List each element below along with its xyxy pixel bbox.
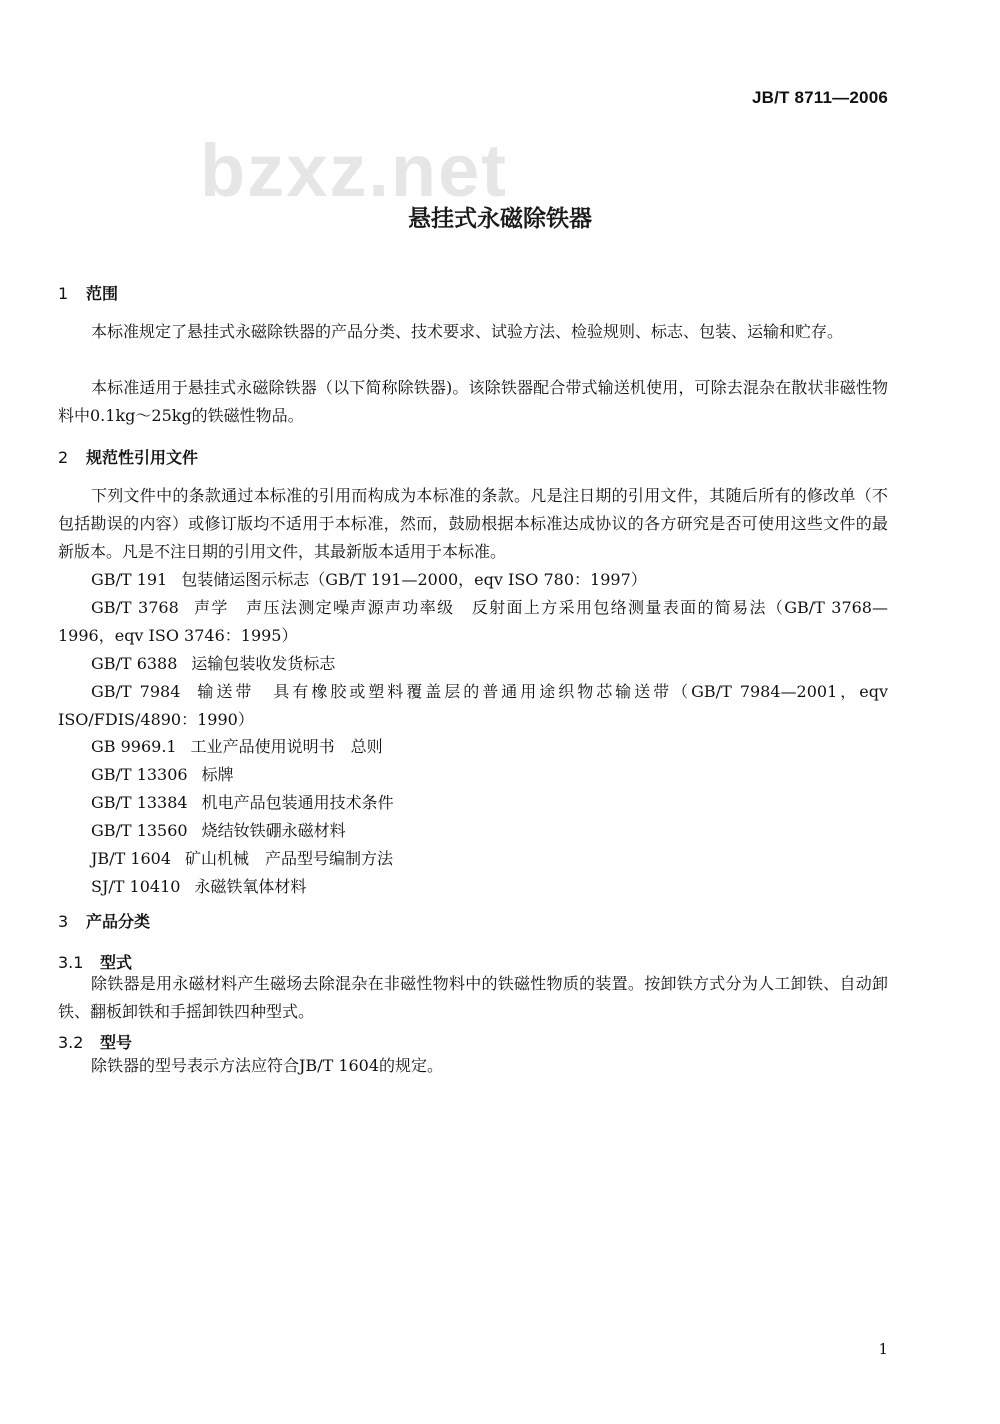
reference-code: GB/T 3768 xyxy=(91,598,179,617)
reference-code: JB/T 1604 xyxy=(91,849,172,868)
subsection-number: 3.1 xyxy=(58,953,84,972)
reference-item xyxy=(58,566,888,594)
reference-title: 烧结钕铁硼永磁材料 xyxy=(201,821,346,840)
reference-code: GB/T 13306 xyxy=(91,765,188,784)
reference-item xyxy=(58,845,888,873)
section-number: 1 xyxy=(58,284,69,303)
reference-title: 标牌 xyxy=(201,765,234,784)
document-title: 悬挂式永磁除铁器 xyxy=(408,206,592,232)
reference-title: 输送带 具有橡胶或塑料覆盖层的普通用途织物芯输送带（GB/T 7984—2001，eqv ISO/FDIS/4890：1990） xyxy=(58,682,888,729)
reference-title: 声学 声压法测定噪声源声功率级 反射面上方采用包络测量表面的简易法（GB/T 3768—1996，eqv ISO 3746：1995） xyxy=(58,598,888,645)
reference-item xyxy=(58,817,888,845)
paragraph: 除铁器是用永磁材料产生磁场去除混杂在非磁性物料中的铁磁性物质的装置。按卸铁方式分为人工卸铁、自动卸铁、翻板卸铁和手摇卸铁四种型式。 xyxy=(58,974,888,1021)
reference-item xyxy=(58,678,888,734)
reference-code: GB/T 7984 xyxy=(91,682,181,701)
section-title: 产品分类 xyxy=(86,912,151,931)
section-1-heading xyxy=(58,281,118,304)
reference-code: GB/T 191 xyxy=(91,570,168,589)
section-number: 3 xyxy=(58,912,69,931)
reference-item xyxy=(58,594,888,650)
section-title: 规范性引用文件 xyxy=(86,448,199,467)
reference-item xyxy=(58,650,888,678)
subsection-title: 型式 xyxy=(100,953,133,972)
subsection-3-2-heading xyxy=(58,1030,132,1053)
reference-code: GB/T 13384 xyxy=(91,793,188,812)
page-number: 1 xyxy=(878,1340,888,1358)
reference-title: 永磁铁氧体材料 xyxy=(194,877,307,896)
paragraph: 下列文件中的条款通过本标准的引用而构成为本标准的条款。凡是注日期的引用文件，其随后所有的修改单（不包括勘误的内容）或修订版均不适用于本标准，然而，鼓励根据本标准达成协议的各方研究是否可使用这些文件的最新版本。凡是不注日期的引用文件，其最新版本适用于本标准。 xyxy=(58,486,888,561)
reference-title: 运输包装收发货标志 xyxy=(191,654,336,673)
standard-code: JB/T 8711—2006 xyxy=(751,88,888,107)
section-title: 范围 xyxy=(86,284,119,303)
reference-item xyxy=(58,789,888,817)
section-number: 2 xyxy=(58,448,69,467)
paragraph: 除铁器的型号表示方法应符合JB/T 1604的规定。 xyxy=(91,1056,444,1075)
reference-code: GB/T 13560 xyxy=(91,821,188,840)
subsection-number: 3.2 xyxy=(58,1033,84,1052)
reference-title: 矿山机械 产品型号编制方法 xyxy=(185,849,394,868)
reference-item xyxy=(58,761,888,789)
reference-code: GB/T 6388 xyxy=(91,654,178,673)
paragraph: 本标准规定了悬挂式永磁除铁器的产品分类、技术要求、试验方法、检验规则、标志、包装、运输和贮存。 xyxy=(91,322,844,341)
watermark: bzxz.net xyxy=(200,129,508,212)
section-2-heading xyxy=(58,445,198,468)
reference-code: GB 9969.1 xyxy=(91,737,177,756)
reference-title: 工业产品使用说明书 总则 xyxy=(190,737,383,756)
reference-code: SJ/T 10410 xyxy=(91,877,181,896)
subsection-title: 型号 xyxy=(100,1033,133,1052)
paragraph: 本标准适用于悬挂式永磁除铁器（以下简称除铁器)。该除铁器配合带式输送机使用，可除去混杂在散状非磁性物料中0.1kg～25kg的铁磁性物品。 xyxy=(58,378,888,425)
reference-item xyxy=(58,733,888,761)
reference-item xyxy=(58,873,888,901)
reference-title: 包装储运图示标志（GB/T 191—2000，eqv ISO 780：1997） xyxy=(181,570,647,589)
section-3-heading xyxy=(58,909,150,932)
reference-title: 机电产品包装通用技术条件 xyxy=(201,793,394,812)
